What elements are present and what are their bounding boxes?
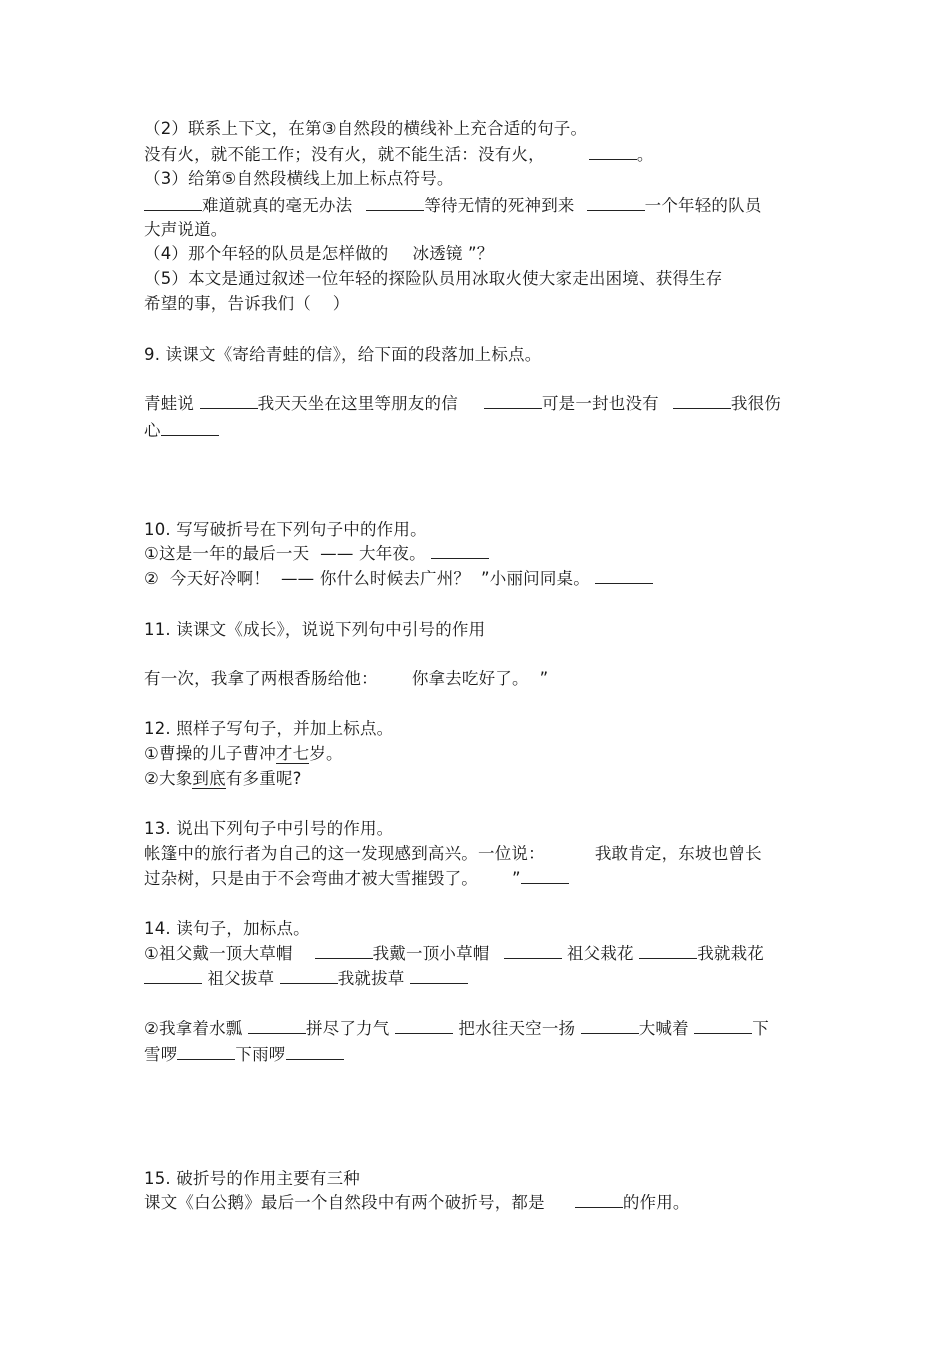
text: 帐篷中的旅行者为自己的这一发现感到高兴。一位说： — [144, 844, 545, 863]
text: 没有火，就不能工作；没有火，就不能生活：没有火， — [144, 145, 545, 164]
text: 祖父拔草 — [202, 969, 275, 988]
q10-title — [144, 519, 427, 541]
text: ② 今天好冷啊！ —— 你什么时候去广州？ ”小丽问同桌。 — [144, 569, 590, 588]
q8-3-prompt — [144, 168, 454, 190]
text: ” — [512, 869, 521, 888]
text: 过杂树，只是由于不会弯曲才被大雪摧毁了。 — [144, 869, 478, 888]
answer-blank[interactable] — [673, 394, 731, 409]
text: 可是一封也没有 — [541, 394, 659, 413]
text: 有多重呢? — [225, 769, 302, 788]
text: 拼尽了力气 — [305, 1019, 390, 1038]
text: （4）那个年轻的队员是怎样做的 — [144, 244, 389, 263]
text: ①曹操的儿子曹冲 — [144, 744, 276, 763]
text: 课文《白公鹅》最后一个自然段中有两个破折号，都是 — [144, 1193, 545, 1212]
text: 14. 读句子，加标点。 — [144, 919, 310, 938]
q14-item1-line2 — [144, 968, 468, 990]
text: 有一次，我拿了两根香肠给他： — [144, 669, 378, 688]
text: ②我拿着水瓢 — [144, 1019, 243, 1038]
answer-blank[interactable] — [589, 145, 637, 160]
q9-line2 — [144, 420, 219, 442]
q12-item2 — [144, 768, 302, 790]
underlined-text: 才七 — [275, 744, 310, 763]
q11-title — [144, 619, 485, 641]
q8-3-line2 — [144, 219, 228, 241]
text: 我戴一顶小草帽 — [372, 944, 490, 963]
text: 11. 读课文《成长》，说说下列句中引号的作用 — [144, 620, 486, 639]
q9-title — [144, 344, 541, 366]
q14-item2-line1 — [144, 1018, 769, 1040]
q8-5-line2 — [144, 293, 349, 315]
text: 10. 写写破折号在下列句子中的作用。 — [144, 520, 427, 539]
answer-blank[interactable] — [484, 394, 542, 409]
q13-title — [144, 818, 393, 840]
text: 12. 照样子写句子，并加上标点。 — [144, 719, 394, 738]
answer-blank[interactable] — [504, 944, 562, 959]
text: 祖父栽花 — [561, 944, 634, 963]
text: 你拿去吃好了。 ” — [411, 669, 549, 688]
text: 等待无情的死神到来 — [424, 196, 575, 215]
q10-item2 — [144, 568, 653, 590]
answer-blank[interactable] — [161, 421, 219, 436]
text: 雪啰 — [144, 1045, 178, 1064]
answer-blank[interactable] — [575, 1193, 623, 1208]
text: 把水往天空一扬 — [452, 1019, 576, 1038]
text: 心 — [144, 421, 161, 440]
text: 大声说道。 — [144, 220, 228, 239]
q8-2-line — [144, 144, 654, 166]
text: 下雨啰 — [235, 1045, 286, 1064]
q10-item1 — [144, 543, 489, 565]
text: 我敢肯定，东坡也曾长 — [594, 844, 762, 863]
text: 难道就真的毫无办法 — [202, 196, 353, 215]
text: 一个年轻的队员 — [644, 196, 762, 215]
text: 冰透镜 ”？ — [412, 244, 494, 263]
q12-title — [144, 718, 393, 740]
answer-blank[interactable] — [315, 944, 373, 959]
q14-item1-line1 — [144, 943, 764, 965]
text: ①这是一年的最后一天 —— 大年夜。 — [144, 544, 426, 563]
answer-blank[interactable] — [280, 969, 338, 984]
q13-line2 — [144, 868, 569, 890]
q8-5-line1 — [144, 268, 723, 290]
text: 我很伤 — [730, 394, 781, 413]
q14-item2-line2 — [144, 1044, 344, 1066]
q15-text — [144, 1192, 690, 1214]
answer-blank[interactable] — [144, 196, 202, 211]
text: 13. 说出下列句子中引号的作用。 — [144, 819, 394, 838]
answer-blank[interactable] — [200, 394, 258, 409]
text: 青蛙说 — [144, 394, 195, 413]
q15-title — [144, 1168, 360, 1190]
answer-blank[interactable] — [395, 1019, 453, 1034]
text: ①祖父戴一顶大草帽 — [144, 944, 293, 963]
text: （2）联系上下文，在第③自然段的横线补上充合适的句子。 — [144, 119, 588, 138]
text: 大喊着 — [638, 1019, 689, 1038]
text: 9. 读课文《寄给青蛙的信》，给下面的段落加上标点。 — [144, 345, 542, 364]
text: 岁。 — [309, 744, 343, 763]
text: 15. 破折号的作用主要有三种 — [144, 1169, 360, 1188]
q9-line1 — [144, 393, 781, 415]
text: 。 — [636, 145, 654, 164]
text: ②大象 — [144, 769, 193, 788]
answer-blank[interactable] — [177, 1045, 235, 1060]
text: 希望的事，告诉我们（ ） — [144, 294, 350, 313]
text: 的作用。 — [622, 1193, 690, 1212]
answer-blank[interactable] — [521, 869, 569, 884]
text: （5）本文是通过叙述一位年轻的探险队员用冰取火使大家走出困境、获得生存 — [144, 269, 723, 288]
answer-blank[interactable] — [366, 196, 424, 211]
q13-line1 — [144, 843, 762, 865]
text: （3）给第⑤自然段横线上加上标点符号。 — [144, 169, 454, 188]
text: 我天天坐在这里等朋友的信 — [257, 394, 458, 413]
answer-blank[interactable] — [694, 1019, 752, 1034]
answer-blank[interactable] — [431, 544, 489, 559]
q8-4 — [144, 243, 494, 265]
q8-2-prompt — [144, 118, 587, 140]
answer-blank[interactable] — [248, 1019, 306, 1034]
q11-text — [144, 668, 548, 690]
text: 我就栽花 — [697, 944, 765, 963]
text: 下 — [752, 1019, 769, 1038]
answer-blank[interactable] — [286, 1045, 344, 1060]
answer-blank[interactable] — [595, 569, 653, 584]
answer-blank[interactable] — [581, 1019, 639, 1034]
answer-blank[interactable] — [410, 969, 468, 984]
underlined-text: 到底 — [192, 769, 226, 788]
q8-3-line — [144, 195, 762, 217]
q14-title — [144, 918, 310, 940]
text: 我就拔草 — [337, 969, 405, 988]
q12-item1 — [144, 743, 343, 765]
answer-blank[interactable] — [639, 944, 697, 959]
answer-blank[interactable] — [587, 196, 645, 211]
answer-blank[interactable] — [144, 969, 202, 984]
